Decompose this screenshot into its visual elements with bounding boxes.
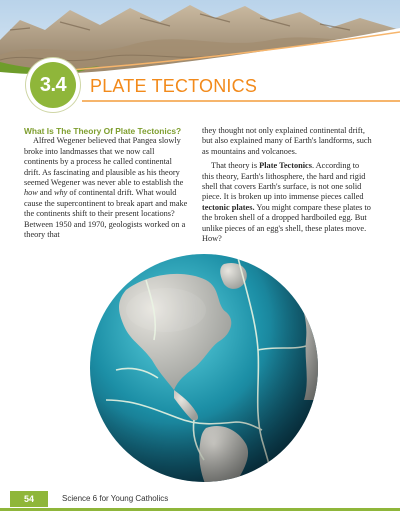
page-number-box [10, 491, 48, 507]
paragraph-plate-tectonics: That theory is Plate Tectonics. According to this theory, Earth's lithosphere, the hard and rigid shell that covers Earth's surface, is not one solid piece. It is broken up into immense pieces called tectonic plates. You might compare these plates to the broken shell of a dropped hardboiled egg. But unlike pieces of an egg's shell, these plates move. How? [202, 161, 371, 244]
page-number: 54 [23, 494, 34, 504]
term-tectonic-plates: tectonic plates. [202, 202, 255, 212]
term-plate-tectonics: Plate Tectonics [259, 161, 312, 171]
right-text-column [202, 126, 372, 244]
footer-rule [0, 508, 400, 511]
section-title: PLATE TECTONICS [90, 76, 258, 96]
section-number-badge [26, 58, 80, 112]
left-text-column [24, 126, 190, 240]
globe-tectonic-plates-image [86, 250, 322, 486]
paragraph-wegener: Alfred Wegener believed that Pangea slowly broke into landmasses that we now call continents by a process he called continental drift. As fascinating and plausible as his theory seemed Wegener was never able to establish the how and why of continental drift. What would cause the supercontinent to break apart and make the continents shift to their present locations? Between 1950 and 1970, geologists worked on a theory that [24, 136, 188, 240]
section-heading: What Is The Theory Of Plate Tectonics? [24, 126, 182, 136]
title-divider [82, 100, 400, 102]
section-number: 3.4 [39, 73, 67, 96]
book-title: Science 6 for Young Catholics [62, 494, 169, 503]
emphasis-why: why [53, 188, 68, 198]
paragraph-continuation: they thought not only explained continental drift, but also explained many of Earth's landforms, such as mountains and volcanoes. [202, 126, 372, 156]
emphasis-how: how [24, 188, 38, 198]
